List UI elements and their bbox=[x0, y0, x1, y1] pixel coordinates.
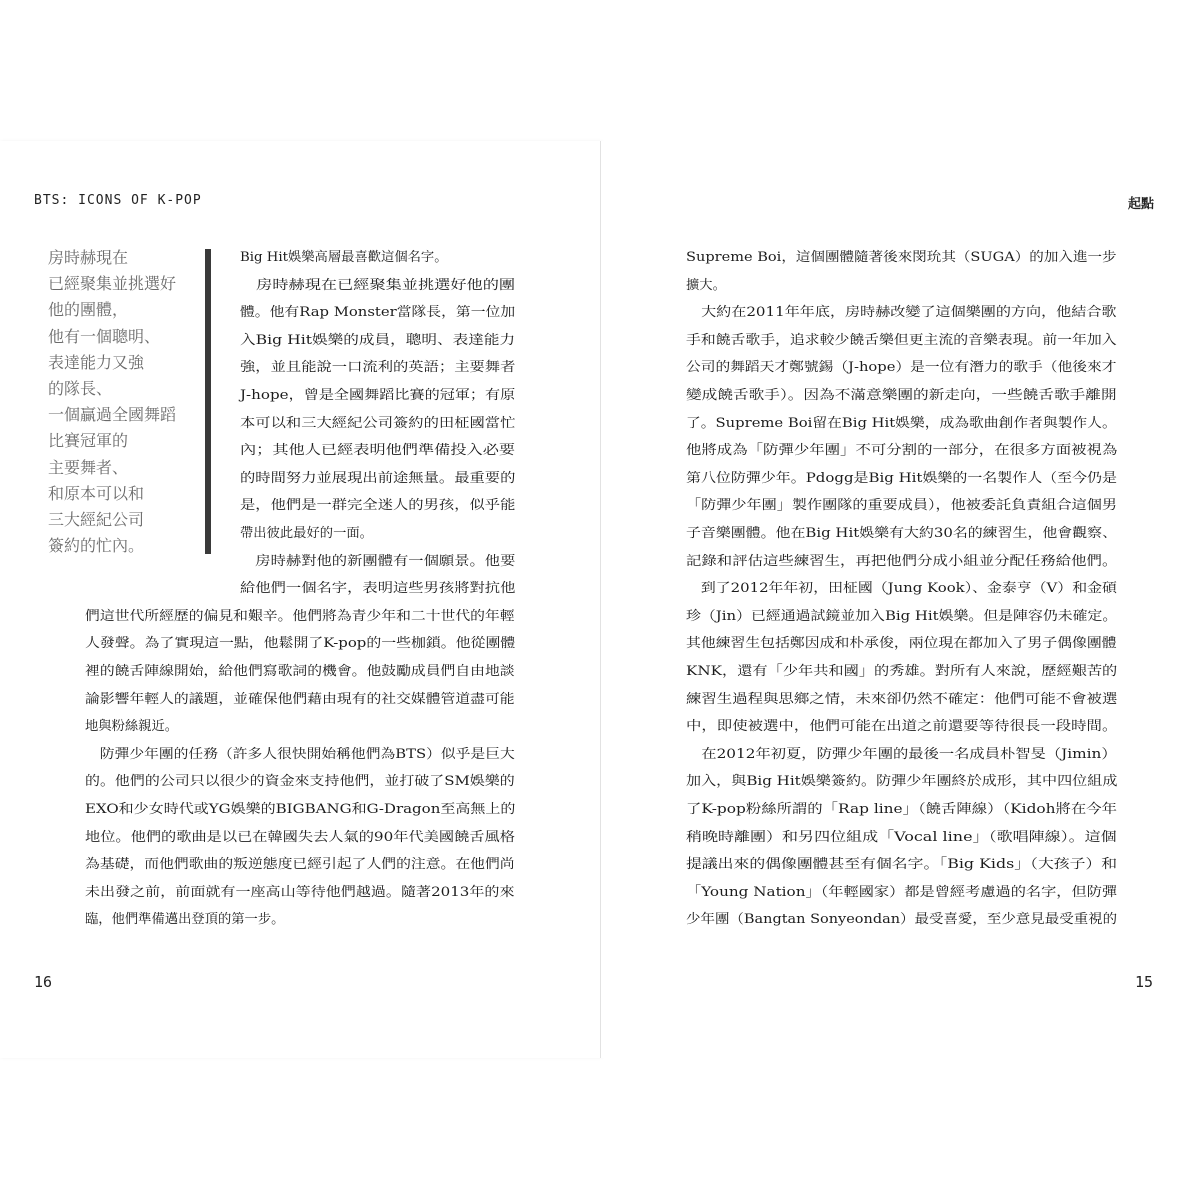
text-line: 強，並且能說一口流利的英語；主要舞者 bbox=[240, 360, 516, 376]
text-line: 地位。他們的歌曲是以已在韓國失去人氣的90年代美國饒舌風格 bbox=[85, 829, 515, 845]
text-line: 到了2012年年初，田柾國（Jung Kook）、金泰亨（V）和金碩 bbox=[686, 581, 1117, 597]
page-number-left: 16 bbox=[34, 973, 53, 991]
text-line: 變成饒舌歌手）。因為不滿意樂團的新走向，一些饒舌歌手離開 bbox=[686, 388, 1117, 403]
pull-quote-line: 表達能力又強 bbox=[48, 352, 145, 372]
pull-quote-line: 和原本可以和 bbox=[48, 483, 145, 503]
text-line: 帶出彼此最好的一面。 bbox=[240, 526, 373, 541]
text-line: 的。他們的公司只以很少的資金來支持他們，並打破了SM娛樂的 bbox=[85, 774, 515, 790]
text-line: 其他練習生包括鄭因成和朴承俊，兩位現在都加入了男子偶像團體 bbox=[686, 636, 1117, 652]
text-line: 的時間努力並展現出前途無量。最重要的 bbox=[240, 470, 516, 486]
text-line: 本可以和三大經紀公司簽約的田柾國當忙 bbox=[240, 415, 516, 431]
pull-quote-rule bbox=[205, 249, 211, 554]
text-line: 中，即使被選中，他們可能在出道之前還要等待很長一段時間。 bbox=[686, 719, 1118, 735]
text-line: 入Big Hit娛樂的成員，聰明、表達能力 bbox=[240, 332, 516, 348]
text-line: 未出發之前，前面就有一座高山等待他們越過。隨著2013年的來 bbox=[85, 884, 515, 900]
text-line: 加入，與Big Hit娛樂簽約。防彈少年團終於成形，其中四位組成 bbox=[686, 774, 1118, 790]
pull-quote-line: 已經聚集並挑選好 bbox=[48, 274, 177, 294]
pull-quote-line: 他有一個聰明、 bbox=[48, 326, 161, 346]
text-line: 房時赫對他的新團體有一個願景。他要 bbox=[240, 553, 516, 569]
left-page bbox=[0, 141, 601, 1058]
text-line: 提議出來的偶像團體甚至有個名字。「Big Kids」（大孩子）和 bbox=[686, 857, 1118, 873]
pull-quote-line: 的隊長、 bbox=[48, 379, 113, 399]
pull-quote-line: 簽約的忙內。 bbox=[48, 536, 145, 556]
text-line: 給他們一個名字，表明這些男孩將對抗他 bbox=[240, 581, 516, 597]
text-line: 們這世代所經歷的偏見和艱辛。他們將為青少年和二十世代的年輕 bbox=[85, 608, 515, 624]
text-line: 第八位防彈少年。Pdogg是Big Hit娛樂的一名製作人（至今仍是 bbox=[686, 470, 1117, 486]
text-line: 子音樂團體。他在Big Hit娛樂有大約30名的練習生，他會觀察、 bbox=[686, 526, 1117, 541]
text-line: Big Hit娛樂高層最喜歡這個名字。 bbox=[240, 250, 448, 265]
text-line: 人發聲。為了實現這一點，他鬆開了K-pop的一些枷鎖。他從團體 bbox=[85, 636, 516, 652]
text-line: 論影響年輕人的議題，並確保他們藉由現有的社交媒體管道盡可能 bbox=[85, 691, 515, 707]
text-line: J-hope，曾是全國舞蹈比賽的冠軍；有原 bbox=[240, 388, 516, 403]
text-line: 稍晚時離團）和另四位組成「Vocal line」（歌唱陣線）。這個 bbox=[686, 829, 1117, 845]
text-line: 練習生過程與思鄉之情，未來卻仍然不確定：他們可能不會被選 bbox=[686, 691, 1118, 707]
pull-quote-line: 比賽冠軍的 bbox=[48, 431, 129, 451]
pull-quote bbox=[48, 245, 196, 559]
text-line: 內；其他人已經表明他們準備投入必要 bbox=[240, 443, 516, 459]
text-line: 「防彈少年團」製作團隊的重要成員），他被委託負責組合這個男 bbox=[686, 498, 1117, 514]
text-line: 「Young Nation」（年輕國家）都是曾經考慮過的名字，但防彈 bbox=[686, 884, 1118, 900]
text-line: 體。他有Rap Monster當隊長，第一位加 bbox=[240, 305, 516, 321]
running-head-right: 起點 bbox=[1127, 197, 1154, 212]
running-head-left: BTS: ICONS OF K-POP bbox=[34, 193, 202, 208]
text-line: 記錄和評估這些練習生，再把他們分成小組並分配任務給他們。 bbox=[686, 553, 1118, 569]
text-line: KNK，還有「少年共和國」的秀雄。對所有人來說，歷經艱苦的 bbox=[686, 664, 1118, 679]
text-line: 在2012年初夏，防彈少年團的最後一名成員朴智旻（Jimin） bbox=[686, 746, 1117, 762]
text-line: 臨，他們準備邁出登頂的第一步。 bbox=[85, 912, 285, 928]
text-line: 擴大。 bbox=[686, 277, 726, 293]
text-line: 防彈少年團的任務（許多人很快開始稱他們為BTS）似乎是巨大 bbox=[85, 746, 515, 762]
text-line: 是，他們是一群完全迷人的男孩，似乎能 bbox=[240, 498, 516, 514]
text-line: 大約在2011年年底，房時赫改變了這個樂團的方向，他結合歌 bbox=[686, 305, 1117, 321]
text-line: 裡的饒舌陣線開始，給他們寫歌詞的機會。他鼓勵成員們自由地談 bbox=[85, 664, 515, 679]
right-page bbox=[601, 141, 1200, 1058]
text-line: 珍（Jin）已經通過試鏡並加入Big Hit娛樂。但是陣容仍未確定。 bbox=[686, 608, 1118, 624]
text-line: 為基礎，而他們歌曲的叛逆態度已經引起了人們的注意。在他們尚 bbox=[85, 857, 515, 873]
text-line: 手和饒舌歌手，追求較少饒舌樂但更主流的音樂表現。前一年加入 bbox=[686, 332, 1117, 348]
text-line: 了K-pop粉絲所謂的「Rap line」（饒舌陣線）（Kidoh將在今年 bbox=[686, 802, 1118, 817]
text-line: 了。Supreme Boi留在Big Hit娛樂，成為歌曲創作者與製作人。 bbox=[686, 415, 1117, 431]
page-number-right: 15 bbox=[1134, 973, 1153, 991]
text-line: Supreme Boi，這個團體隨著後來閔玧其（SUGA）的加入進一步 bbox=[686, 250, 1117, 265]
text-line: 他將成為「防彈少年團」不可分割的一部分，在很多方面被視為 bbox=[686, 443, 1118, 459]
text-line: 公司的舞蹈天才鄭號錫（J-hope）是一位有潛力的歌手（他後來才 bbox=[686, 360, 1117, 376]
text-line: 少年團（Bangtan Sonyeondan）最受喜愛，至少意見最受重視的 bbox=[686, 912, 1118, 928]
pull-quote-line: 房時赫現在 bbox=[48, 248, 129, 267]
pull-quote-line: 他的團體， bbox=[48, 300, 129, 320]
pull-quote-line: 主要舞者、 bbox=[48, 457, 129, 477]
text-line: 房時赫現在已經聚集並挑選好他的團 bbox=[240, 277, 516, 293]
text-line: EXO和少女時代或YG娛樂的BIGBANG和G-Dragon至高無上的 bbox=[85, 802, 516, 817]
pull-quote-line: 三大經紀公司 bbox=[48, 510, 145, 530]
text-line: 地與粉絲親近。 bbox=[85, 719, 179, 735]
pull-quote-line: 一個贏過全國舞蹈 bbox=[48, 405, 177, 425]
